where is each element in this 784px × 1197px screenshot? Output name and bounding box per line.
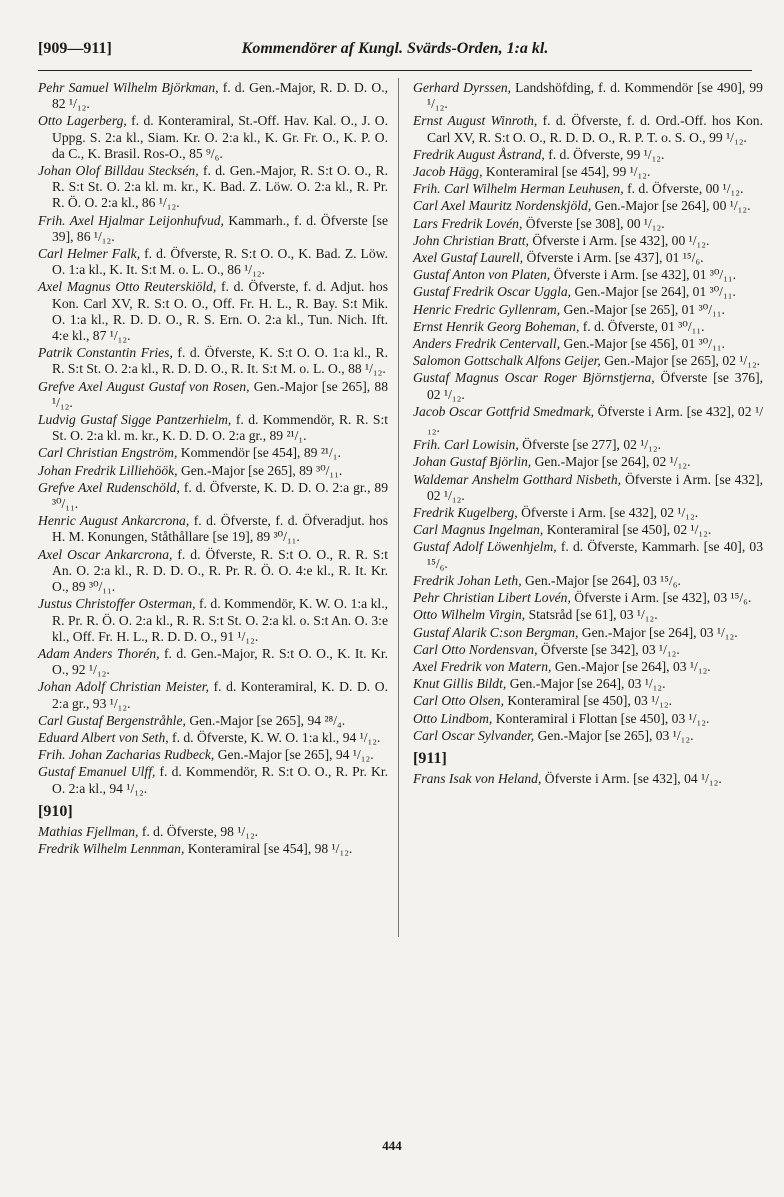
- entry-name: Otto Wilhelm Virgin,: [413, 607, 526, 623]
- entry-details: Gen.-Major [se 265], 88 ¹/₁₂.: [52, 378, 388, 410]
- entry-name: Jacob Hägg,: [413, 164, 483, 180]
- entry-name: Gustaf Fredrik Oscar Uggla,: [413, 284, 572, 300]
- entry-name: Frih. Johan Zacharias Rudbeck,: [38, 747, 215, 763]
- entry-name: Gustaf Emanuel Ulff,: [38, 764, 156, 780]
- entry-name: Waldemar Anshelm Gotthard Nisbeth,: [413, 471, 622, 487]
- page-header: [38, 40, 752, 64]
- entry-details: f. d. Öfverste, 00 ¹/₁₂.: [627, 181, 744, 197]
- entry-details: Gen.-Major [se 264], 00 ¹/₁₂.: [594, 198, 751, 214]
- entry-name: Knut Gillis Bildt,: [413, 676, 507, 692]
- entry-details: Gen.-Major [se 264], 01 ³⁰/₁₁.: [574, 284, 736, 300]
- directory-entry: [38, 113, 388, 162]
- entry-name: Axel Gustaf Laurell,: [413, 250, 524, 266]
- entry-name: Mathias Fjellman,: [38, 823, 139, 839]
- directory-entry: [38, 513, 388, 545]
- entry-name: Fredrik August Åstrand,: [413, 146, 545, 162]
- directory-entry: [413, 454, 763, 470]
- left-column: [38, 80, 388, 858]
- entry-name: Axel Magnus Otto Reuterskiöld,: [38, 279, 217, 295]
- entry-details: Öfverste i Arm. [se 432], 02 ¹/₁₂.: [427, 403, 763, 436]
- entry-name: Frih. Carl Wilhelm Herman Leuhusen,: [413, 181, 624, 197]
- directory-entry: [38, 80, 388, 112]
- entry-name: Jacob Oscar Gottfrid Smedmark,: [413, 403, 595, 419]
- header-rule: [38, 70, 752, 71]
- directory-entry: [413, 404, 763, 436]
- directory-entry: [38, 379, 388, 411]
- entry-details: f. d. Öfverste, f. d. Öfveradjut. hos H. M. Konungen, Ståthållare [se 19], 89 ³⁰/₁₁.: [52, 513, 389, 545]
- entry-details: Gen.-Major [se 265], 94 ²⁸/₄.: [189, 712, 346, 728]
- entry-name: Frih. Carl Lowisin,: [413, 437, 519, 453]
- right-column: [413, 80, 763, 788]
- directory-entry: [413, 336, 763, 352]
- entry-details: Gen.-Major [se 264], 03 ¹/₁₂.: [581, 624, 738, 640]
- directory-entry: [38, 445, 388, 461]
- entry-details: f. d. Öfverste, f. d. Adjut. hos Kon. Carl XV, R. S:t O. O., Off. Fr. H. L., R. Bay. S:t Mik. O. 1:a kl., R. D. D. O., R. S. Ern. O. 2:a kl., Tun. Nich. Ift. 4:e kl., 87 ¹/₁₂.: [52, 279, 389, 344]
- directory-entry: [38, 345, 388, 377]
- entry-details: Öfverste [se 308], 00 ¹/₁₂.: [525, 215, 665, 231]
- directory-entry: [38, 412, 388, 444]
- entry-details: f. d. Öfverste, Kammarh. [se 40], 03 ¹⁵/₆.: [427, 539, 763, 571]
- directory-entry: [413, 216, 763, 232]
- entry-name: Fredrik Johan Leth,: [413, 572, 522, 588]
- entry-details: f. d. Konteramiral, K. D. D. O. 2:a gr., 93 ¹/₁₂.: [52, 679, 388, 711]
- entry-name: Carl Oscar Sylvander,: [413, 727, 535, 743]
- entry-details: Öfverste [se 342], 03 ¹/₁₂.: [540, 641, 680, 657]
- directory-entry: [413, 522, 763, 538]
- entry-details: Konteramiral i Flottan [se 450], 03 ¹/₁₂.: [495, 710, 710, 726]
- directory-entry: [413, 771, 763, 787]
- entry-details: Öfverste i Arm. [se 432], 04 ¹/₁₂.: [544, 771, 722, 787]
- entry-name: Johan Adolf Christian Meister,: [38, 679, 209, 695]
- directory-entry: [413, 267, 763, 283]
- directory-entry: [413, 198, 763, 214]
- entry-details: Öfverste i Arm. [se 432], 01 ³⁰/₁₁.: [553, 267, 737, 283]
- directory-entry: [38, 480, 388, 512]
- entry-details: Öfverste i Arm. [se 432], 02 ¹/₁₂.: [521, 505, 699, 521]
- entry-name: Carl Christian Engström,: [38, 445, 178, 461]
- entry-details: f. d. Gen.-Major, R. S:t O. O., K. It. Kr. O., 92 ¹/₁₂.: [52, 645, 388, 678]
- directory-entry: [38, 246, 388, 278]
- entry-name: Otto Lindbom,: [413, 710, 493, 726]
- entry-details: Öfverste i Arm. [se 432], 03 ¹⁵/₆.: [574, 590, 752, 606]
- entry-details: Gen.-Major [se 265], 89 ³⁰/₁₁.: [180, 462, 343, 478]
- entry-name: Gustaf Adolf Löwenhjelm,: [413, 539, 557, 555]
- entry-name: Axel Oscar Ankarcrona,: [38, 546, 173, 562]
- column-divider: [398, 78, 399, 937]
- entry-name: Fredrik Wilhelm Lennman,: [38, 841, 185, 857]
- directory-entry: [413, 607, 763, 623]
- entry-details: Öfverste i Arm. [se 432], 02 ¹/₁₂.: [427, 471, 763, 503]
- entry-name: Adam Anders Thorén,: [38, 645, 160, 661]
- entry-details: Gen.-Major [se 265], 94 ¹/₁₂.: [217, 747, 374, 763]
- entry-name: Henric Fredric Gyllenram,: [413, 301, 561, 317]
- entry-name: Frih. Axel Hjalmar Leijonhufvud,: [38, 212, 224, 228]
- section-number-911: [911]: [413, 749, 447, 767]
- entry-name: Pehr Samuel Wilhelm Björkman,: [38, 80, 219, 95]
- entry-name: Gerhard Dyrssen,: [413, 80, 512, 95]
- entry-details: Öfverste i Arm. [se 432], 00 ¹/₁₂.: [532, 232, 710, 248]
- entry-name: Carl Axel Mauritz Nordenskjöld,: [413, 198, 592, 214]
- entry-name: Axel Fredrik von Matern,: [413, 658, 552, 674]
- entry-details: f. d. Öfverste, 01 ³⁰/₁₁.: [582, 318, 705, 334]
- entry-name: Patrik Constantin Fries,: [38, 345, 173, 361]
- directory-entry: [413, 370, 763, 402]
- directory-entry: [413, 302, 763, 318]
- directory-entry: [413, 250, 763, 266]
- entry-name: Salomon Gottschalk Alfons Geijer,: [413, 353, 601, 369]
- entry-details: Kommendör [se 454], 89 ²¹/₁.: [180, 445, 341, 461]
- entry-details: Konteramiral [se 454], 98 ¹/₁₂.: [187, 841, 353, 857]
- directory-entry: [413, 505, 763, 521]
- directory-entry: [413, 319, 763, 335]
- directory-entry: [38, 747, 388, 763]
- entry-details: Landshöfding, f. d. Kommendör [se 490], 99 ¹/₁₂.: [427, 80, 763, 112]
- directory-entry: [413, 284, 763, 300]
- entry-details: f. d. Öfverste, 98 ¹/₁₂.: [141, 823, 259, 839]
- entry-details: Statsråd [se 61], 03 ¹/₁₂.: [528, 607, 658, 623]
- entry-name: Grefve Axel Rudenschöld,: [38, 479, 180, 495]
- directory-entry: [413, 113, 763, 145]
- directory-entry: [38, 213, 388, 245]
- directory-entry: [413, 590, 763, 606]
- entry-details: Gen.-Major [se 265], 03 ¹/₁₂.: [537, 727, 694, 743]
- directory-entry: [413, 472, 763, 504]
- entry-details: Gen.-Major [se 264], 03 ¹/₁₂.: [509, 676, 666, 692]
- directory-entry: [38, 163, 388, 212]
- entry-details: Gen.-Major [se 264], 03 ¹⁵/₆.: [525, 572, 681, 588]
- directory-entry: [413, 573, 763, 589]
- entry-name: Lars Fredrik Lovén,: [413, 215, 523, 231]
- page-title: Kommendörer af Kungl. Svärds-Orden, 1:a kl.: [241, 40, 549, 57]
- entry-name: Frans Isak von Heland,: [413, 771, 542, 787]
- entry-name: Eduard Albert von Seth,: [38, 729, 169, 745]
- directory-entry: [38, 764, 388, 796]
- directory-entry: [38, 824, 388, 840]
- entry-details: f. d. Kommendör, K. W. O. 1:a kl., R. Pr. R. Ö. O. 2:a kl., R. R. S:t St. O. 2:a kl. o. S:t An. O. 3:e kl., Off. Fr. H. L., R. D. D. O., 91 ¹/₁₂.: [52, 596, 388, 644]
- directory-entry: [413, 80, 763, 112]
- directory-entry: [38, 679, 388, 711]
- directory-entry: [413, 233, 763, 249]
- entry-name: Henric August Ankarcrona,: [38, 513, 190, 529]
- entry-details: f. d. Gen.-Major, R. D. D. O., 82 ¹/₁₂.: [52, 80, 388, 112]
- directory-entry: [38, 596, 388, 645]
- directory-entry: [413, 693, 763, 709]
- directory-entry: [413, 728, 763, 744]
- entry-details: Gen.-Major [se 264], 02 ¹/₁₂.: [534, 454, 691, 470]
- directory-entry: [38, 463, 388, 479]
- entry-details: f. d. Öfverste, K. S:t O. O. 1:a kl., R. R. S:t St. O. 2:a kl., R. D. D. O., R. It. S:t M. o. L. O., 88 ¹/₁₂.: [52, 345, 388, 377]
- entry-details: f. d. Öfverste, R. S:t O. O., R. R. S:t An. O. 2:a kl., R. D. D. O., R. Pr. R. Ö. O. 4:e kl., R. It. Kr. O., 89 ³⁰/₁₁.: [52, 546, 388, 595]
- entry-details: f. d. Öfverste, 99 ¹/₁₂.: [548, 146, 665, 162]
- entry-name: Fredrik Kugelberg,: [413, 505, 518, 521]
- directory-entry: [38, 646, 388, 678]
- directory-entry: [38, 713, 388, 729]
- directory-entry: [413, 642, 763, 658]
- right-entry-list-after: [413, 771, 763, 787]
- entry-name: Justus Christoffer Osterman,: [38, 596, 196, 612]
- directory-entry: [38, 730, 388, 746]
- entry-name: Carl Magnus Ingelman,: [413, 522, 544, 538]
- directory-entry: [38, 547, 388, 596]
- entry-name: Carl Helmer Falk,: [38, 246, 141, 262]
- entry-details: f. d. Öfverste, K. W. O. 1:a kl., 94 ¹/₁₂.: [172, 729, 381, 745]
- left-entry-list: [38, 80, 388, 797]
- directory-entry: [413, 147, 763, 163]
- directory-entry: [413, 437, 763, 453]
- entry-name: Otto Lagerberg,: [38, 113, 127, 129]
- directory-entry: [413, 711, 763, 727]
- entry-details: Gen.-Major [se 456], 01 ³⁰/₁₁.: [563, 336, 725, 352]
- entry-name: Gustaf Alarik C:son Bergman,: [413, 624, 579, 640]
- directory-entry: [413, 164, 763, 180]
- section-number-910: [910]: [38, 802, 73, 820]
- entry-details: f. d. Gen.-Major, R. S:t O. O., R. R. S:t St. O. 2:a kl. m. kr., K. Bad. Z. Löw. O. 2:a kl., R. Pr. R. Ö. O. 2:a kl., 86 ¹/₁₂.: [52, 163, 388, 211]
- directory-entry: [413, 181, 763, 197]
- entry-name: Johan Fredrik Lilliehöök,: [38, 462, 178, 478]
- entry-name: Anders Fredrik Centervall,: [413, 336, 561, 352]
- entry-details: f. d. Öfverste, R. S:t O. O., K. Bad. Z. Löw. O. 1:a kl., K. It. S:t M. o. L. O., 86 ¹/₁₂.: [52, 246, 388, 278]
- directory-entry: [413, 625, 763, 641]
- entry-name: Pehr Christian Libert Lovén,: [413, 590, 571, 606]
- entry-details: Gen.-Major [se 264], 03 ¹/₁₂.: [554, 658, 711, 674]
- entry-details: Kammarh., f. d. Öfverste [se 39], 86 ¹/₁₂.: [52, 212, 388, 244]
- entry-name: Carl Otto Olsen,: [413, 693, 505, 709]
- entry-details: f. d. Kommendör, R. R. S:t St. O. 2:a kl. m. kr., K. D. D. O. 2:a gr., 89 ²¹/₁.: [52, 412, 388, 444]
- entry-details: Gen.-Major [se 265], 01 ³⁰/₁₁.: [563, 301, 725, 317]
- entry-details: Öfverste [se 376], 02 ¹/₁₂.: [427, 370, 764, 402]
- entry-name: Gustaf Magnus Oscar Roger Björnstjerna,: [413, 370, 655, 386]
- entry-details: Öfverste [se 277], 02 ¹/₁₂.: [522, 437, 662, 453]
- directory-entry: [413, 353, 763, 369]
- entry-name: Johan Gustaf Björlin,: [413, 454, 532, 470]
- entry-details: Konteramiral [se 454], 99 ¹/₁₂.: [485, 164, 651, 180]
- entry-name: Ludvig Gustaf Sigge Pantzerhielm,: [38, 412, 232, 428]
- page-number: 444: [382, 1138, 402, 1153]
- directory-entry: [413, 539, 763, 571]
- entry-name: Grefve Axel August Gustaf von Rosen,: [38, 378, 250, 394]
- directory-entry: [413, 676, 763, 692]
- entry-details: Gen.-Major [se 265], 02 ¹/₁₂.: [604, 353, 761, 369]
- entry-name: Carl Otto Nordensvan,: [413, 641, 538, 657]
- directory-entry: [38, 279, 388, 344]
- entry-name: Gustaf Anton von Platen,: [413, 267, 551, 283]
- entry-name: Ernst Henrik Georg Boheman,: [413, 318, 580, 334]
- entry-details: f. d. Kommendör, R. S:t O. O., R. Pr. Kr. O. 2:a kl., 94 ¹/₁₂.: [52, 764, 389, 796]
- entry-name: John Christian Bratt,: [413, 232, 529, 248]
- entry-details: f. d. Konteramiral, St.-Off. Hav. Kal. O., J. O. Uppg. S. 2:a kl., Siam. Kr. O. 2:a kl., K. Gr. Fr. O., K. P. O. da C., K. Brasil. Ros-O., 85 ⁹/₆.: [52, 113, 388, 161]
- entry-details: f. d. Öfverste, K. D. D. O. 2:a gr., 89 ³⁰/₁₁.: [52, 479, 388, 512]
- entry-details: Konteramiral [se 450], 03 ¹/₁₂.: [507, 693, 672, 709]
- directory-entry: [413, 659, 763, 675]
- left-entry-list-after: [38, 824, 388, 857]
- entry-details: Öfverste i Arm. [se 437], 01 ¹⁵/₆.: [526, 250, 704, 266]
- entry-name: Johan Olof Billdau Stecksén,: [38, 163, 199, 179]
- page-range: [909—911]: [38, 40, 112, 57]
- right-entry-list: [413, 80, 763, 744]
- directory-entry: [38, 841, 388, 857]
- entry-details: Konteramiral [se 450], 02 ¹/₁₂.: [546, 522, 712, 538]
- entry-name: Carl Gustaf Bergenstråhle,: [38, 712, 186, 728]
- entry-details: f. d. Öfverste, f. d. Ord.-Off. hos Kon. Carl XV, R. S:t O. O., R. D. D. O., R. P. T. o. S. O., 99 ¹/₁₂.: [427, 113, 763, 145]
- entry-name: Ernst August Winroth,: [413, 113, 538, 129]
